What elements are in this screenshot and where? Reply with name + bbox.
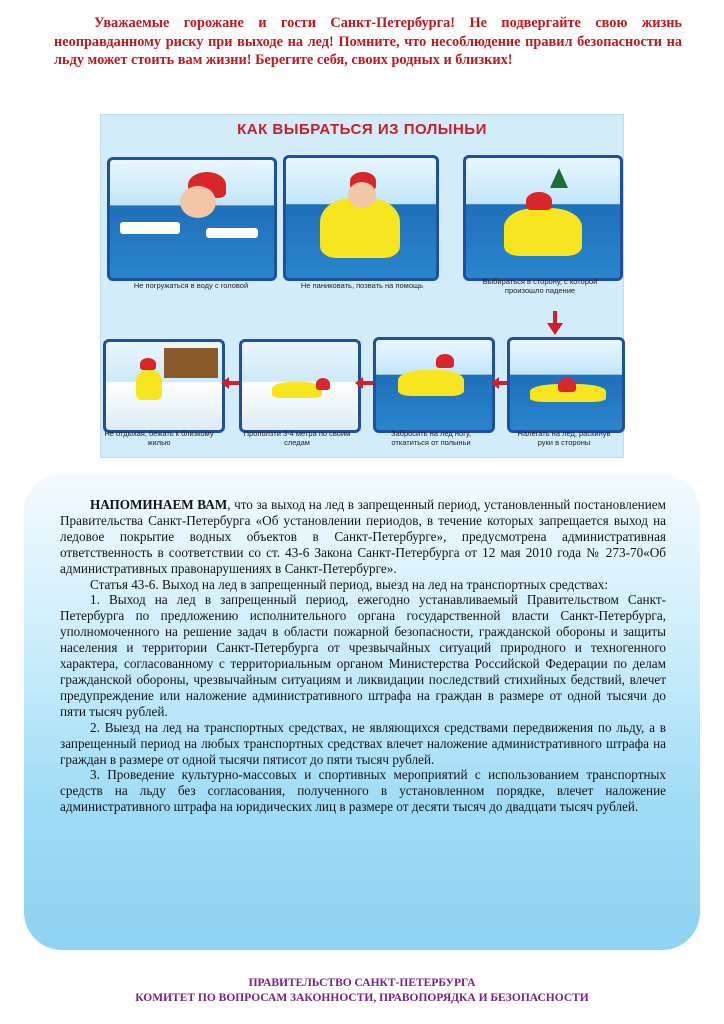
red-hat	[436, 354, 454, 368]
step-caption-7: Не отдыхая, бежать к близкому жилью	[104, 429, 214, 447]
step-caption-1: Не погружаться в воду с головой	[133, 281, 249, 290]
info-lead	[60, 497, 666, 577]
face	[180, 186, 216, 218]
step-panel-2	[283, 155, 439, 281]
person-body	[504, 208, 582, 256]
info-lead-rest: , что за выход на лед в запрещенный период, установленный постановлением Правительства Санкт-Петербурга «Об установлении периодов, в течение которых запрещается выход на ледовое покрытие водных объектов в Санкт-Петербурге», предусмотрена административная ответственность в соответствии со ст. 43-6 Закона Санкт-Петербурга от 12 мая 2010 года № 273-70«Об административных правонарушениях в Санкт-Петербурге».	[60, 497, 666, 576]
info-paragraph-1: 1. Выход на лед в запрещенный период, ежегодно устанавливаемый Правительством Санкт-Петербурга по предложению исполнительного органа государственной власти Санкт-Петербурга, уполномоченного на решение задач в области пожарной безопасности, гражданской обороны и защиты населения и территории Санкт-Петербурга от чрезвычайных ситуаций природного и техногенного характера, согласованному с территориальным органом Министерства Российской Федерации по делам гражданской обороны, чрезвычайным ситуациям и ликвидации последствий стихийных бедствий, влечет предупреждение или наложение административного штрафа на граждан в размере от одной тысячи до пяти тысяч рублей.	[60, 592, 666, 719]
person-body	[136, 370, 162, 400]
poster-title: КАК ВЫБРАТЬСЯ ИЗ ПОЛЫНЬИ	[237, 121, 487, 138]
step-caption-6: Проползти 3-4 метра по своим следам	[243, 429, 351, 447]
step-caption-5: Забросить на лед ногу, откатиться от полыньи	[390, 429, 472, 447]
info-paragraph-3: 3. Проведение культурно-массовых и спортивных мероприятий с использованием транспортных средств на льду без согласования, полученного в установленном порядке, влечет наложение административного штрафа на юридических лиц в размере от десяти тысяч до двадцати тысяч рублей.	[60, 767, 666, 815]
tree-icon	[550, 168, 568, 188]
info-article: Статья 43-6. Выход на лед в запрещенный период, выезд на лед на транспортных средствах:	[90, 576, 609, 592]
person-body	[398, 370, 464, 396]
step-caption-4: Налегать на лед, раскинув руки в стороны	[517, 429, 611, 447]
ice-floe	[206, 228, 258, 238]
step-panel-3	[463, 155, 623, 281]
step-caption-2: Не паниковать, позвать на помощь	[300, 281, 424, 290]
face	[348, 182, 376, 208]
safety-poster	[100, 114, 624, 458]
footer-line-2: КОМИТЕТ ПО ВОПРОСАМ ЗАКОННОСТИ, ПРАВОПОРЯДКА И БЕЗОПАСНОСТИ	[135, 992, 589, 1004]
intro-appeal: Уважаемые горожане и гости Санкт-Петербурга! Не подвергайте свою жизнь неоправданному риску при выходе на лед! Помните, что несоблюдение правил безопасности на льду может стоить вам жизни! Берегите себя, своих родных и близких!	[54, 15, 682, 68]
info-text	[60, 497, 666, 815]
red-hat	[558, 378, 576, 392]
arrow-left-icon	[355, 377, 373, 389]
arrow-down-icon	[547, 311, 563, 335]
step-panel-1	[107, 157, 277, 281]
red-hat	[316, 378, 330, 390]
footer-line-1: ПРАВИТЕЛЬСТВО САНКТ-ПЕТЕРБУРГА	[248, 977, 476, 989]
step-panel-7	[103, 339, 225, 433]
step-panel-4	[507, 337, 625, 433]
info-lead-bold: НАПОМИНАЕМ ВАМ	[90, 497, 228, 512]
step-caption-3: Выбираться в сторону, с которой произошло падение	[482, 277, 598, 295]
house-icon	[164, 348, 218, 378]
person-body	[272, 382, 322, 398]
step-panel-6	[239, 339, 361, 433]
step-panel-5	[373, 337, 495, 433]
red-hat	[140, 358, 156, 370]
arrow-left-icon	[221, 377, 239, 389]
ice-floe	[120, 222, 180, 234]
red-hat	[526, 192, 552, 210]
info-paragraph-2: 2. Выезд на лед на транспортных средствах, не являющихся средствами передвижения по льду, а в запрещенный период на любых транспортных средствах влечет наложение административного штрафа на граждан в размере от одной тысячи пятисот до пяти тысяч рублей.	[60, 719, 666, 767]
